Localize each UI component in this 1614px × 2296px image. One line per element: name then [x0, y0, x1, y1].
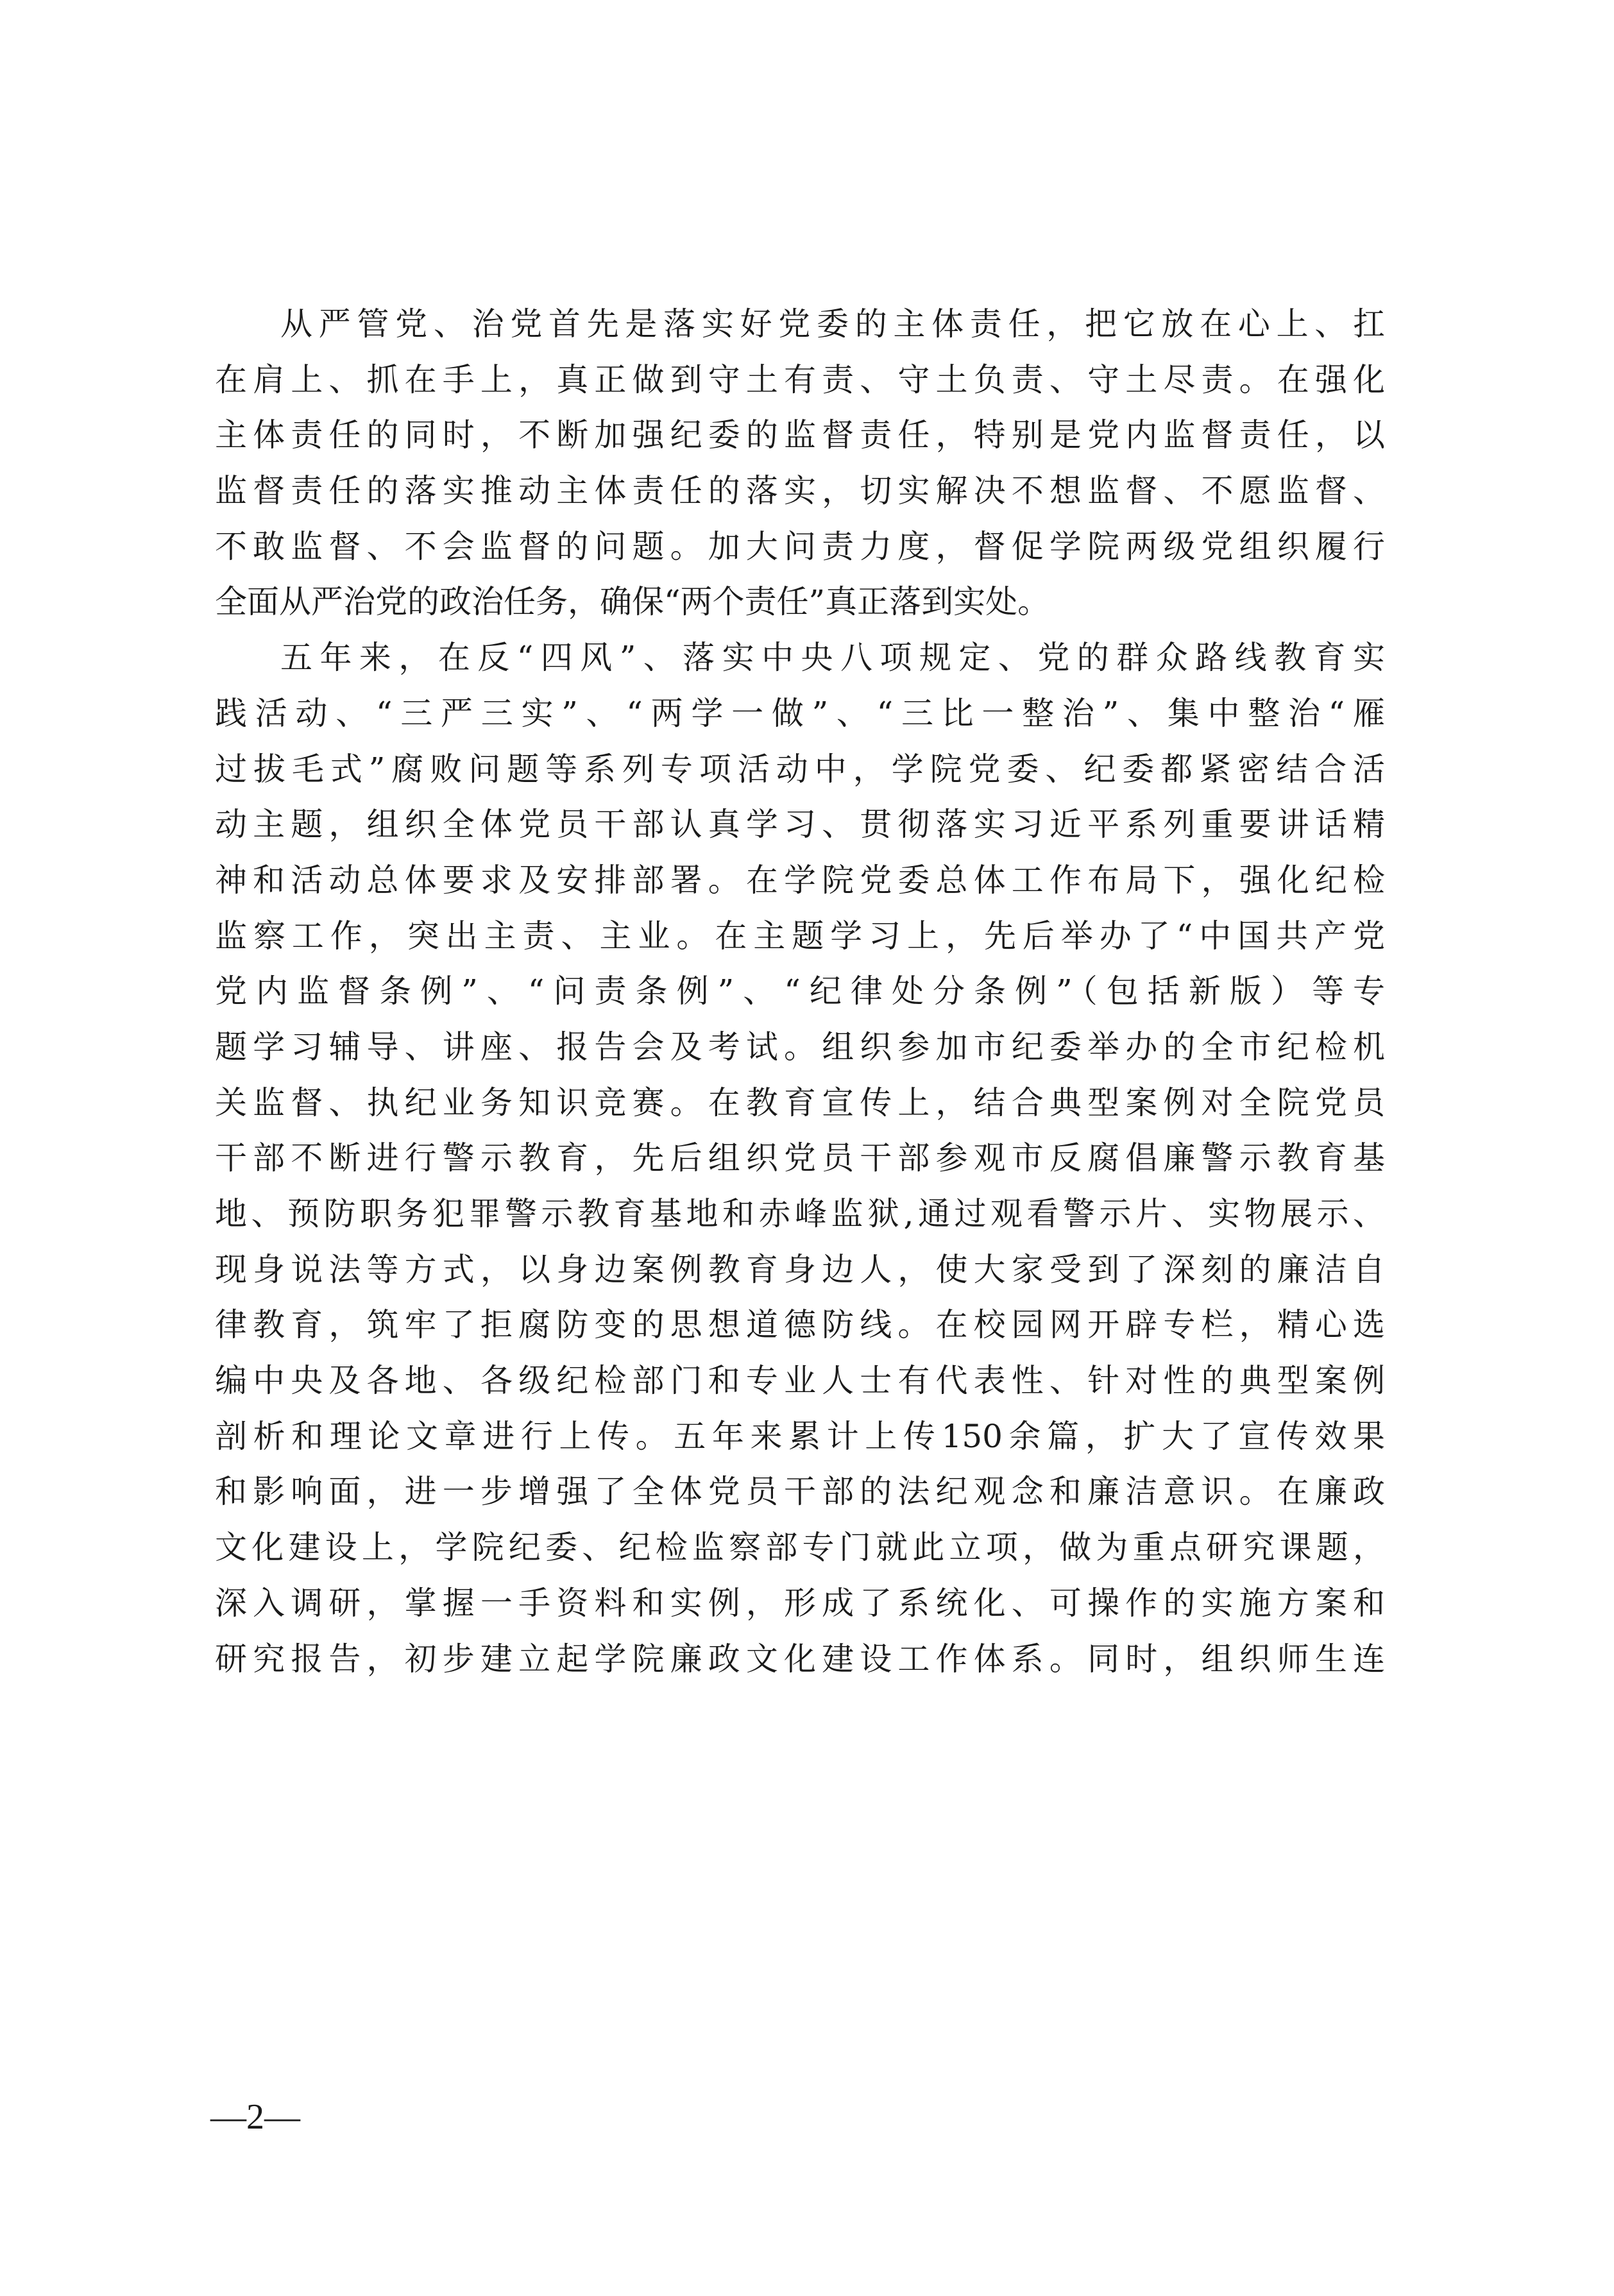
text-line: 关监督、执纪业务知识竞赛。在教育宣传上，结合典型案例对全院党员	[215, 1084, 1385, 1121]
text-line: 监察工作，突出主责、主业。在主题学习上，先后举办了“中国共产党	[215, 917, 1385, 955]
text-line: 不敢监督、不会监督的问题。加大问责力度，督促学院两级党组织履行	[215, 527, 1385, 565]
text-line: 党内监督条例”、“问责条例”、“纪律处分条例”（包括新版）等专	[215, 973, 1385, 1010]
text-line: 过拔毛式”腐败问题等系列专项活动中，学院党委、纪委都紧密结合活	[215, 750, 1385, 788]
text-line: 和影响面，进一步增强了全体党员干部的法纪观念和廉洁意识。在廉政	[215, 1473, 1385, 1511]
text-line: 践活动、“三严三实”、“两学一做”、“三比一整治”、集中整治“雁	[215, 694, 1385, 732]
text-line: 干部不断进行警示教育，先后组织党员干部参观市反腐倡廉警示教育基	[215, 1139, 1385, 1177]
text-line: 神和活动总体要求及安排部署。在学院党委总体工作布局下，强化纪检	[215, 861, 1385, 899]
text-line: 监督责任的落实推动主体责任的落实，切实解决不想监督、不愿监督、	[215, 472, 1385, 510]
text-line: 题学习辅导、讲座、报告会及考试。组织参加市纪委举办的全市纪检机	[215, 1028, 1385, 1066]
text-line: 在肩上、抓在手上，真正做到守土有责、守土负责、守土尽责。在强化	[215, 361, 1385, 398]
paragraph	[215, 630, 1385, 1687]
body-text	[215, 296, 1385, 1687]
text-line: 现身说法等方式，以身边案例教育身边人，使大家受到了深刻的廉洁自	[215, 1250, 1385, 1288]
text-line: 文化建设上，学院纪委、纪检监察部专门就此立项，做为重点研究课题，	[215, 1529, 1385, 1567]
text-line: 深入调研，掌握一手资料和实例，形成了系统化、可操作的实施方案和	[215, 1584, 1385, 1622]
page-number: —2—	[210, 2097, 300, 2137]
text-line: 研究报告，初步建立起学院廉政文化建设工作体系。同时，组织师生连	[215, 1640, 1385, 1678]
text-line: 五年来，在反“四风”、落实中央八项规定、党的群众路线教育实	[280, 639, 1385, 677]
text-line: 地、预防职务犯罪警示教育基地和赤峰监狱,通过观看警示片、实物展示、	[215, 1195, 1385, 1232]
text-line: 全面从严治党的政治任务，确保“两个责任”真正落到实处。	[215, 583, 1050, 621]
text-line: 律教育，筑牢了拒腐防变的思想道德防线。在校园网开辟专栏，精心选	[215, 1306, 1385, 1344]
text-line: 主体责任的同时，不断加强纪委的监督责任，特别是党内监督责任，以	[215, 416, 1385, 454]
paragraph	[215, 296, 1385, 630]
text-line: 编中央及各地、各级纪检部门和专业人士有代表性、针对性的典型案例	[215, 1362, 1385, 1400]
text-line: 从严管党、治党首先是落实好党委的主体责任，把它放在心上、扛	[280, 305, 1385, 343]
text-line: 剖析和理论文章进行上传。五年来累计上传150余篇，扩大了宣传效果	[215, 1417, 1385, 1455]
text-line: 动主题，组织全体党员干部认真学习、贯彻落实习近平系列重要讲话精	[215, 806, 1385, 844]
